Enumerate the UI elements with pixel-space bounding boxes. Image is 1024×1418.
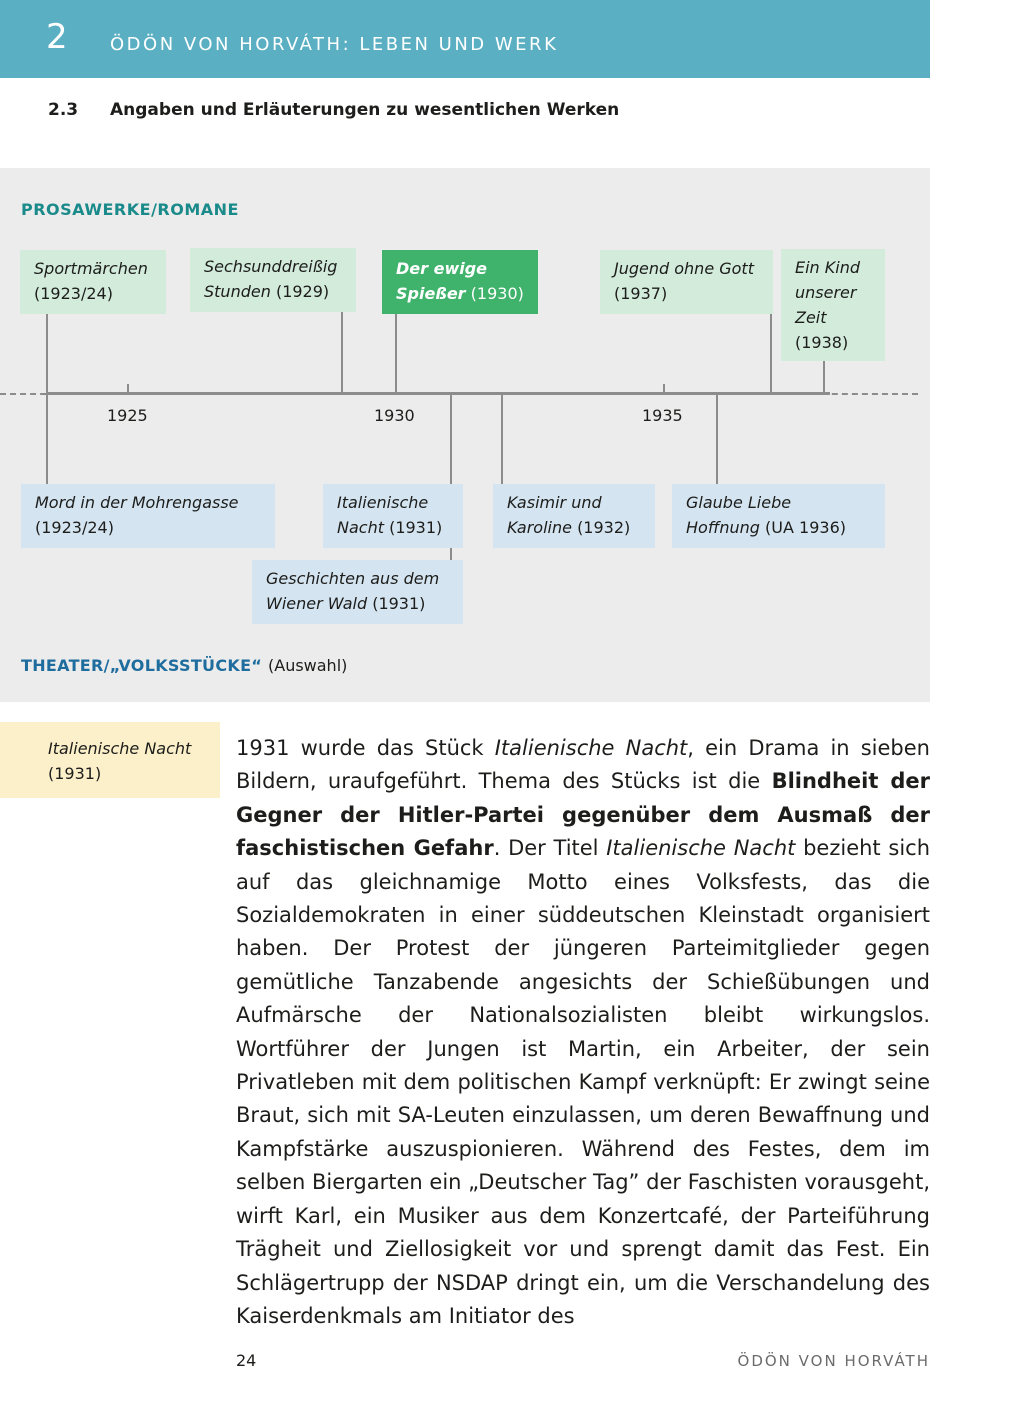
section-title: Angaben und Erläuterungen zu wesentlichen Werken <box>110 100 620 120</box>
work-title: Hoffnung <box>686 518 760 537</box>
work-title: Geschichten aus dem <box>266 569 440 588</box>
body-text-italic: Italienische Nacht <box>606 836 796 861</box>
year-label-1935: 1935 <box>642 406 683 425</box>
body-text-italic: Italienische Nacht <box>494 736 688 760</box>
body-text-bold: Blindheit der Gegner der Hitler-Partei gegenüber dem Ausmaß der faschistischen Gefahr <box>236 769 930 861</box>
connector-line <box>501 394 503 484</box>
work-title: Sechsunddreißig <box>204 257 338 276</box>
theater-italienische-nacht <box>323 484 463 548</box>
year-label-1930: 1930 <box>374 406 415 425</box>
connector-line <box>450 394 452 484</box>
body-text-run: 1931 wurde das Stück <box>236 736 495 760</box>
work-title: Jugend ohne Gott <box>614 259 754 278</box>
timeline-axis <box>46 392 830 395</box>
body-text-run: . Der Titel <box>493 836 607 861</box>
connector-line <box>395 314 397 394</box>
work-title: Spießer <box>396 284 466 303</box>
section-number: 2.3 <box>48 100 79 120</box>
connector-line <box>450 548 452 560</box>
theater-heading-text: THEATER/„VOLKSSTÜCKE“ <box>21 656 263 675</box>
work-title: Wiener Wald <box>266 594 368 613</box>
work-title: Karoline <box>507 518 572 537</box>
work-year: (1929) <box>275 282 330 301</box>
work-year: (UA 1936) <box>765 518 846 537</box>
connector-line <box>716 394 718 484</box>
page-number: 24 <box>236 1351 257 1370</box>
work-title: Ein Kind <box>795 258 861 277</box>
work-title: Nacht <box>337 518 384 537</box>
work-year: (1930) <box>470 284 524 303</box>
work-title: Glaube Liebe <box>686 493 792 512</box>
work-year: (1938) <box>795 333 849 352</box>
body-text-run: , ein Drama in sieben Bildern, uraufgeführt. Thema des Stücks ist die <box>236 736 930 794</box>
connector-line <box>341 312 343 394</box>
work-title: Zeit <box>795 308 827 327</box>
prose-heading: PROSAWERKE/ROMANE <box>21 200 239 219</box>
work-year: (1931) <box>372 594 426 613</box>
prose-sechsunddreissig-stunden <box>190 248 356 312</box>
theater-heading-note: (Auswahl) <box>268 656 348 675</box>
theater-glaube-liebe-hoffnung <box>672 484 885 548</box>
work-year: (1923/24) <box>35 518 114 537</box>
work-year: (1932) <box>577 518 631 537</box>
work-title: Stunden <box>204 282 271 301</box>
footer-author: ÖDÖN VON HORVÁTH <box>737 1352 930 1370</box>
margin-note <box>0 722 220 798</box>
theater-heading <box>21 656 347 675</box>
prose-sportmaerchen <box>20 250 166 314</box>
work-title: Der ewige <box>396 259 488 278</box>
work-year: (1923/24) <box>34 284 113 303</box>
year-label-1925: 1925 <box>107 406 148 425</box>
axis-tick <box>663 384 665 394</box>
work-title: Sportmärchen <box>34 259 148 278</box>
prose-jugend-ohne-gott <box>600 250 773 314</box>
axis-tick <box>127 384 129 394</box>
connector-line <box>46 314 48 394</box>
work-title: unserer <box>795 283 857 302</box>
connector-line <box>770 314 772 394</box>
work-title: Mord in der Mohrengasse <box>35 493 239 512</box>
work-year: (1931) <box>389 518 443 537</box>
work-title: Italienische <box>337 493 429 512</box>
timeline-panel <box>0 168 930 702</box>
work-title: Kasimir und <box>507 493 602 512</box>
prose-ein-kind-unserer-zeit <box>781 249 885 361</box>
chapter-header <box>0 0 930 78</box>
theater-geschichten-aus-dem-wiener-wald <box>252 560 463 624</box>
margin-note-title: Italienische Nacht <box>48 739 192 758</box>
connector-line <box>823 360 825 394</box>
theater-kasimir-und-karoline <box>493 484 655 548</box>
chapter-title: ÖDÖN VON HORVÁTH: LEBEN UND WERK <box>110 34 559 55</box>
theater-mord-in-der-mohrengasse <box>21 484 275 548</box>
body-text-run: bezieht sich auf das gleichnamige Motto eines Volksfests, das die Sozialdemokraten in einer süddeutschen Kleinstadt organisiert haben. Der Protest der jüngeren Parteimitglieder gegen gemütliche Tanzabende angesichts der Schießübungen und Aufmärsche der Nationalsozialisten bleibt wirkungslos. Wortführer der Jungen ist Martin, ein Arbeiter, der sein Privatleben mit dem politischen Kampf verknüpft: Er zwingt seine Braut, sich mit SA-Leuten einzulassen, um deren Bewaffnung und Kampfstärke auszuspionieren. Während des Festes, dem im selben Biergarten ein „Deutscher Tag” der Faschisten vorausgeht, wirft Karl, ein Musiker aus dem Konzertcafé, der Parteiführung Trägheit und Ziellosigkeit vor und sprengt damit das Fest. Ein Schlägertrupp der NSDAP dringt ein, um die Verschandelung des Kaiserdenkmals am Initiator des <box>236 836 931 1328</box>
connector-line <box>46 394 48 484</box>
body-paragraph <box>236 732 930 1333</box>
margin-note-year: (1931) <box>48 764 102 783</box>
prose-der-ewige-spiesser <box>382 250 538 314</box>
work-year: (1937) <box>614 284 668 303</box>
chapter-number: 2 <box>46 17 68 57</box>
